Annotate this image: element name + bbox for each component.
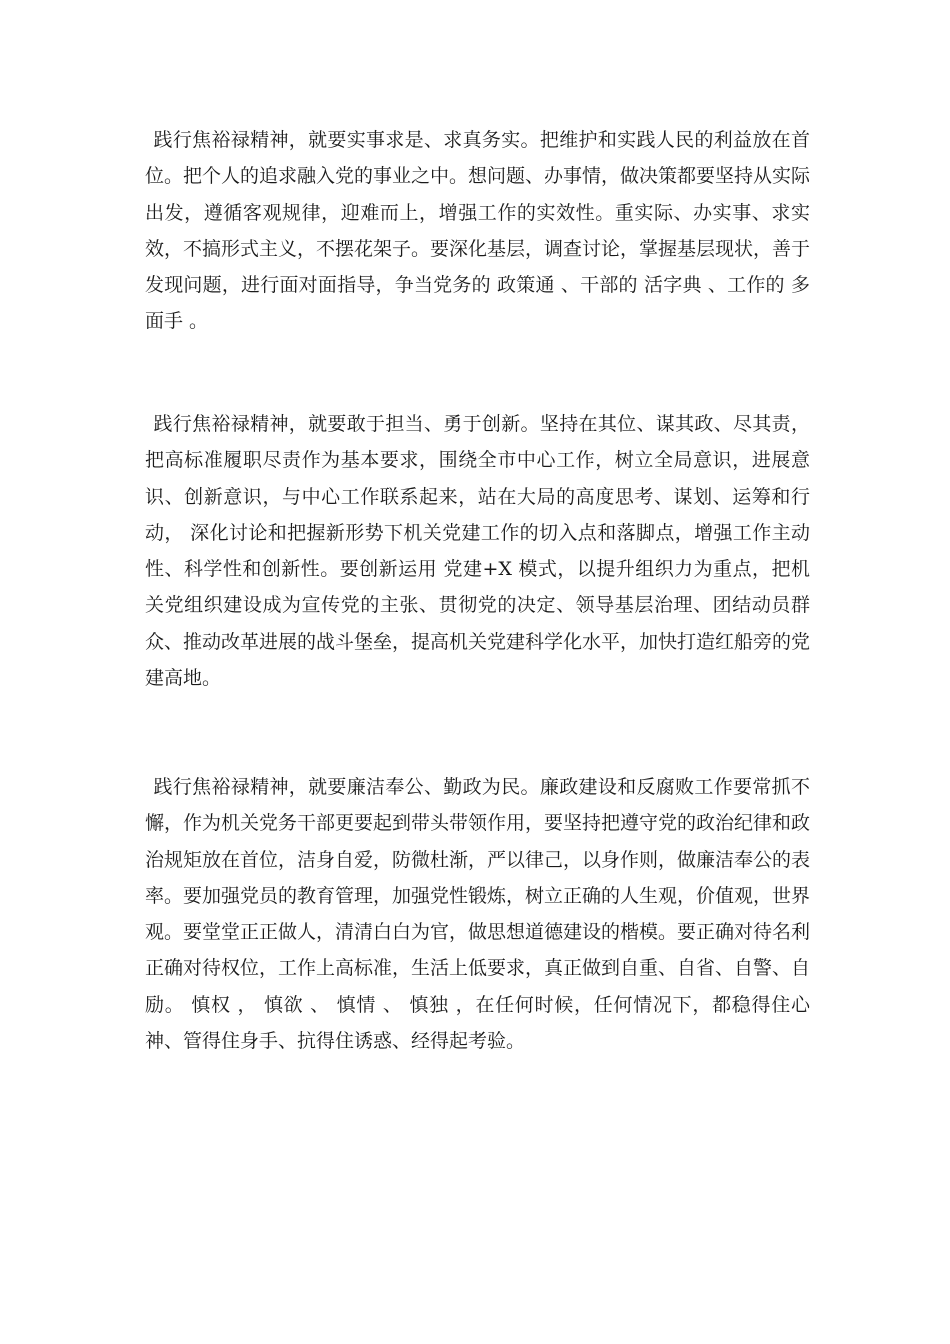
paragraph-1: 践行焦裕禄精神，就要实事求是、求真务实。把维护和实践人民的利益放在首位。把个人的追求融入党的事业之中。想问题、办事情，做决策都要坚持从实际出发，遵循客观规律，迎难而上，增强工作的实效性。重实际、办实事、求实效，不搞形式主义，不摆花架子。要深化基层，调查讨论，掌握基层现状，善于发现问题，进行面对面指导，争当党务的 政策通 、干部的 活字典 、工作的 多面手 。 [145,129,811,333]
paragraph-3: 践行焦裕禄精神，就要廉洁奉公、勤政为民。廉政建设和反腐败工作要常抓不懈，作为机关党务干部更要起到带头带领作用，要坚持把遵守党的政治纪律和政治规矩放在首位，洁身自爱，防微杜渐，严以律己，以身作则，做廉洁奉公的表率。要加强党员的教育管理，加强党性锻炼，树立正确的人生观，价值观，世界观。要堂堂正正做人，清清白白为官，做思想道德建设的楷模。要正确对待名利正确对待权位，工作上高标准，生活上低要求，真正做到自重、自省、自警、自励。 慎权 ， 慎欲 、 慎情 、 慎独 ，在任何时候，任何情况下，都稳得住心神、管得住身手、抗得住诱惑、经得起考验。 [145,776,811,1053]
paragraph-2: 践行焦裕禄精神，就要敢于担当、勇于创新。坚持在其位、谋其政、尽其责，把高标准履职尽责作为基本要求，围绕全市中心工作，树立全局意识，进展意识、创新意识，与中心工作联系起来，站在大局的高度思考、谋划、运筹和行动， 深化讨论和把握新形势下机关党建工作的切入点和落脚点，增强工作主动性、科学性和创新性。要创新运用 党建+X 模式，以提升组织力为重点，把机关党组织建设成为宣传党的主张、贯彻党的决定、领导基层治理、团结动员群众、推动改革进展的战斗堡垒，提高机关党建科学化水平，加快打造红船旁的党建高地。 [145,413,811,690]
